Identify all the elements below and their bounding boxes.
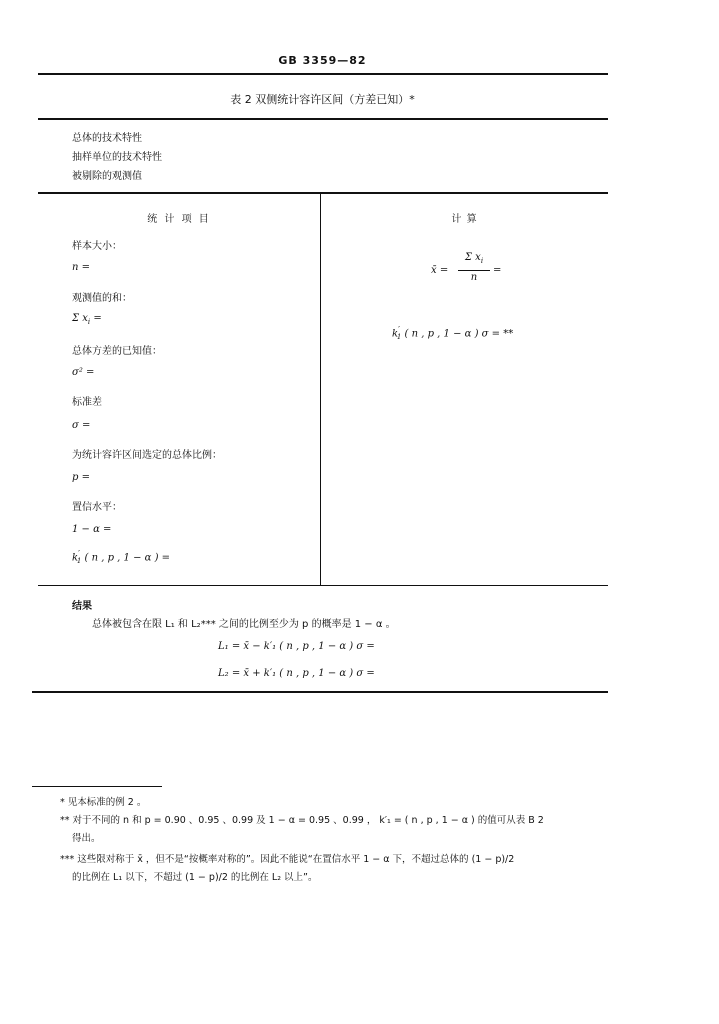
property-item: 总体的技术特性 xyxy=(72,133,142,144)
results-statement: 总体被包含在限 L₁ 和 L₂*** 之间的比例至少为 p 的概率是 1 − α 。 xyxy=(92,619,396,630)
sum-label: 观测值的和： xyxy=(72,293,132,304)
stddev-label: 标准差 xyxy=(72,397,102,408)
k-prime: ′ xyxy=(78,549,80,558)
k-rest-right: ( n , p , 1 − α ) σ = ** xyxy=(401,328,514,340)
sigma-equation: σ = xyxy=(72,420,91,431)
L1-equation: L₁ = x̄ − k′₁ ( n , p , 1 − α ) σ = xyxy=(218,641,375,652)
sum-tail: = xyxy=(90,313,102,324)
mean-sum-subscript: i xyxy=(480,257,484,265)
k-subscript-right: 1 xyxy=(396,333,402,342)
fraction-bar xyxy=(458,270,490,271)
footnote-1: * 见本标准的例 2 。 xyxy=(60,797,147,808)
footnote-rule xyxy=(32,786,162,787)
n-equation: n = xyxy=(72,262,90,273)
k-prime-right: ′ xyxy=(398,325,400,334)
confidence-equation: 1 − α = xyxy=(72,524,112,535)
results-bottom-rule xyxy=(32,691,608,693)
footnote-3-line-2: 的比例在 L₁ 以下，不超过 (1 − p)/2 的比例在 L₂ 以上”。 xyxy=(72,872,318,883)
L2-equation: L₂ = x̄ + k′₁ ( n , p , 1 − α ) σ = xyxy=(218,668,375,679)
right-column-header: 计 算 xyxy=(451,214,478,225)
k-equation-left xyxy=(72,549,170,565)
left-column-header: 统 计 项 目 xyxy=(147,214,211,225)
sigma2-equation: σ² = xyxy=(72,367,95,378)
sum-symbol: Σ x xyxy=(72,313,88,324)
mean-sum-symbol: Σ x xyxy=(464,252,481,263)
k-subscript: 1 xyxy=(76,557,82,566)
table-caption: 表 2 双侧统计容许区间（方差已知）* xyxy=(230,93,415,106)
properties-rule xyxy=(38,192,608,194)
footnote-2-line-2: 得出。 xyxy=(72,833,101,844)
standard-code: GB 3359—82 xyxy=(278,54,367,67)
k-symbol-right: k xyxy=(392,328,399,340)
sample-size-label: 样本大小： xyxy=(72,241,122,252)
property-list xyxy=(72,129,162,186)
mean-rhs: = xyxy=(493,265,502,276)
confidence-label: 置信水平： xyxy=(72,502,122,513)
mean-denominator: n xyxy=(470,272,478,283)
sum-subscript: i xyxy=(87,318,91,326)
p-equation: p = xyxy=(72,472,90,483)
mean-lhs: x̄ = xyxy=(431,265,449,276)
footnote-3-line-1: *** 这些限对称于 x̄ ，但不是“按概率对称的”。因此不能说“在置信水平 1 − α 下，不超过总体的 (1 − p)/2 xyxy=(60,854,515,865)
table-bottom-rule xyxy=(38,585,608,586)
caption-rule xyxy=(38,118,608,120)
sum-equation xyxy=(72,313,102,326)
property-item: 抽样单位的技术特性 xyxy=(72,152,162,163)
property-item: 被剔除的观测值 xyxy=(72,171,142,182)
k-equation-right xyxy=(392,325,513,341)
variance-label: 总体方差的已知值： xyxy=(72,346,162,357)
k-arguments: ( n , p , 1 − α ) = xyxy=(81,552,171,564)
mean-numerator xyxy=(458,252,490,265)
top-rule xyxy=(38,73,608,75)
k-symbol: k xyxy=(72,552,79,564)
results-label: 结果 xyxy=(72,601,92,612)
column-divider xyxy=(320,192,321,586)
footnote-2-line-1: ** 对于不同的 n 和 p = 0.90 、0.95 、0.99 及 1 − α = 0.95 、0.99 ， k′₁ = ( n , p , 1 − α ) 的值可从表 B 2 xyxy=(60,815,544,826)
proportion-label: 为统计容许区间选定的总体比例： xyxy=(72,450,222,461)
